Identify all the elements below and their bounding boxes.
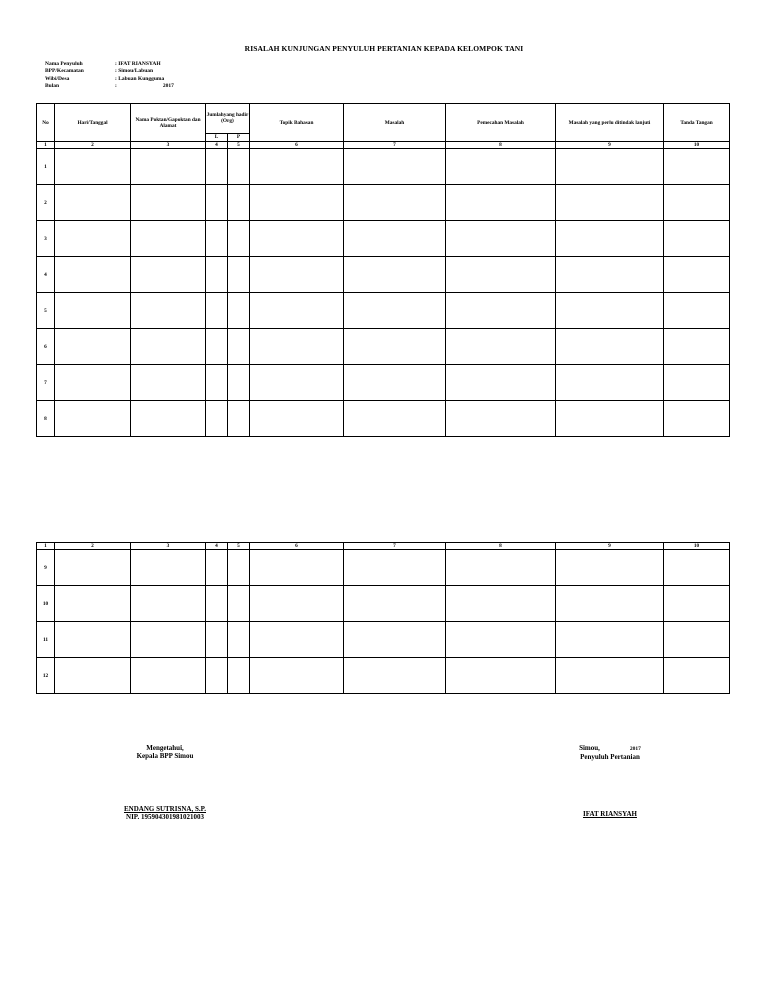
table-cell [556, 401, 664, 437]
table-cell [206, 221, 228, 257]
table-cell [446, 401, 556, 437]
info-block [45, 61, 174, 91]
approver-nip: NIP. 195904301981021003 [126, 813, 204, 821]
table-cell [664, 329, 730, 365]
table-cell [250, 257, 344, 293]
column-number: 8 [446, 142, 556, 149]
author-place: Simou, [579, 744, 600, 752]
column-number: 9 [556, 142, 664, 149]
table-cell [250, 401, 344, 437]
table-cell [344, 550, 446, 586]
row-number: 11 [37, 622, 55, 658]
approver-name: ENDANG SUTRISNA, S.P. [123, 805, 206, 813]
table-cell [556, 586, 664, 622]
info-year: 2017 [162, 83, 174, 90]
author-year: 2017 [629, 746, 641, 752]
header-solution: Pemecahan Masalah [446, 104, 556, 142]
header-signature: Tanda Tangan [664, 104, 730, 142]
table-cell [664, 622, 730, 658]
column-number: 6 [250, 543, 344, 550]
table-row [37, 401, 730, 437]
table-cell [55, 329, 131, 365]
column-number: 4 [206, 543, 228, 550]
table-cell [206, 401, 228, 437]
header-group: Nama Poktan/Gapoktan dan Alamat [131, 104, 206, 142]
table-cell [664, 185, 730, 221]
table-cell [206, 185, 228, 221]
column-number: 5 [228, 142, 250, 149]
info-label: Nama Penyuluh [45, 61, 83, 67]
table-cell [55, 586, 131, 622]
table-cell [664, 658, 730, 694]
column-number: 3 [131, 142, 206, 149]
table-cell [664, 365, 730, 401]
table-cell [55, 221, 131, 257]
row-number: 5 [37, 293, 55, 329]
info-row-bpp [45, 68, 174, 75]
column-number: 3 [131, 543, 206, 550]
table-cell [344, 149, 446, 185]
table-cell [664, 293, 730, 329]
table-cell [131, 622, 206, 658]
table-cell [131, 329, 206, 365]
author-place-line [545, 744, 675, 753]
row-number: 3 [37, 221, 55, 257]
table-cell [250, 658, 344, 694]
table-cell [446, 586, 556, 622]
header-female: P [228, 133, 250, 141]
row-number: 4 [37, 257, 55, 293]
table-row [37, 293, 730, 329]
table-cell [664, 149, 730, 185]
table-cell [206, 329, 228, 365]
table-cell [344, 586, 446, 622]
table-cell [664, 550, 730, 586]
header-date: Hari/Tanggal [55, 104, 131, 142]
table-cell [446, 550, 556, 586]
info-row-penyuluh [45, 61, 174, 68]
column-number-row [37, 142, 730, 149]
column-number: 1 [37, 142, 55, 149]
header-male: L [206, 133, 228, 141]
table-cell [556, 257, 664, 293]
column-number-row [37, 543, 730, 550]
row-number: 1 [37, 149, 55, 185]
column-number: 2 [55, 543, 131, 550]
table-body-page2 [37, 550, 730, 694]
table-cell [664, 221, 730, 257]
header-row [37, 104, 730, 134]
table-cell [55, 622, 131, 658]
table-cell [206, 550, 228, 586]
table-cell [250, 221, 344, 257]
row-number: 2 [37, 185, 55, 221]
row-number: 9 [37, 550, 55, 586]
table-cell [344, 658, 446, 694]
table-cell [344, 329, 446, 365]
table-cell [131, 586, 206, 622]
table-cell [131, 658, 206, 694]
table-cell [228, 293, 250, 329]
table-cell [344, 185, 446, 221]
document-title: RISALAH KUNJUNGAN PENYULUH PERTANIAN KEPADA KELOMPOK TANI [244, 44, 524, 53]
table-cell [55, 149, 131, 185]
column-number: 6 [250, 142, 344, 149]
table-row [37, 185, 730, 221]
table-cell [228, 365, 250, 401]
info-label: Bulan [45, 83, 60, 90]
visit-table-page1 [36, 103, 730, 437]
table-cell [228, 149, 250, 185]
table-cell [131, 149, 206, 185]
table-cell [344, 622, 446, 658]
table-cell [664, 257, 730, 293]
header-followup: Masalah yang perlu ditindak lanjuti [556, 104, 664, 142]
table-cell [131, 257, 206, 293]
table-cell [250, 622, 344, 658]
column-number: 8 [446, 543, 556, 550]
table-cell [250, 293, 344, 329]
table-cell [55, 185, 131, 221]
table-cell [446, 622, 556, 658]
table-cell [131, 365, 206, 401]
table-cell [446, 293, 556, 329]
approval-block [100, 744, 230, 760]
table-cell [131, 293, 206, 329]
table-cell [556, 365, 664, 401]
table-cell [664, 401, 730, 437]
table-cell [206, 622, 228, 658]
approver-name-block [100, 805, 230, 821]
header-attendance: Jumlahyang hadir (Org) [206, 104, 250, 134]
table-row [37, 622, 730, 658]
visit-table-page2 [36, 542, 730, 694]
table-row [37, 221, 730, 257]
table-cell [131, 401, 206, 437]
table-cell [664, 586, 730, 622]
table-cell [206, 658, 228, 694]
approval-line1: Mengetahui, [146, 744, 184, 752]
table-cell [556, 329, 664, 365]
table-cell [131, 550, 206, 586]
info-value: : [115, 83, 117, 90]
table-cell [250, 149, 344, 185]
table-cell [556, 622, 664, 658]
table-cell [131, 185, 206, 221]
table-cell [446, 329, 556, 365]
table-cell [556, 185, 664, 221]
table-cell [344, 365, 446, 401]
author-name: IFAT RIANSYAH [582, 810, 637, 818]
author-line2: Penyuluh Pertanian [580, 753, 640, 761]
header-no: No [37, 104, 55, 142]
table-cell [250, 365, 344, 401]
table-cell [228, 221, 250, 257]
table-cell [446, 149, 556, 185]
table-cell [556, 149, 664, 185]
table-cell [446, 365, 556, 401]
table-cell [446, 221, 556, 257]
row-number: 10 [37, 586, 55, 622]
table-cell [228, 658, 250, 694]
table-cell [344, 293, 446, 329]
table-row [37, 658, 730, 694]
table-cell [55, 658, 131, 694]
info-row-desa [45, 76, 174, 83]
table-cell [556, 221, 664, 257]
table-cell [228, 586, 250, 622]
column-number: 7 [344, 543, 446, 550]
table-cell [228, 401, 250, 437]
table-cell [344, 221, 446, 257]
column-number: 9 [556, 543, 664, 550]
table-cell [556, 658, 664, 694]
table-cell [556, 550, 664, 586]
table-cell [206, 257, 228, 293]
table-cell [446, 185, 556, 221]
column-number: 4 [206, 142, 228, 149]
table-row [37, 149, 730, 185]
table-cell [250, 550, 344, 586]
table-row [37, 586, 730, 622]
table-cell [55, 550, 131, 586]
column-number: 5 [228, 543, 250, 550]
info-value: : Simou/Labuan [115, 68, 154, 75]
table-cell [206, 586, 228, 622]
row-number: 6 [37, 329, 55, 365]
table-cell [131, 221, 206, 257]
table-body-page1 [37, 149, 730, 437]
table-cell [228, 329, 250, 365]
table-cell [55, 257, 131, 293]
table-cell [55, 401, 131, 437]
row-number: 7 [37, 365, 55, 401]
table-cell [55, 293, 131, 329]
column-number: 10 [664, 142, 730, 149]
table-cell [446, 658, 556, 694]
table-cell [556, 293, 664, 329]
table-cell [206, 149, 228, 185]
table-cell [250, 185, 344, 221]
info-label: Wibi/Desa [45, 75, 70, 82]
table-cell [228, 257, 250, 293]
info-row-bulan [45, 83, 174, 90]
table-cell [446, 257, 556, 293]
table-cell [250, 586, 344, 622]
table-row [37, 329, 730, 365]
approval-line2: Kepala BPP Simou [136, 752, 194, 760]
column-number: 1 [37, 543, 55, 550]
table-cell [228, 622, 250, 658]
column-number: 7 [344, 142, 446, 149]
info-label: BPP/Kecamatan [45, 68, 84, 75]
table-cell [55, 365, 131, 401]
table-row [37, 550, 730, 586]
table-cell [206, 365, 228, 401]
info-value: : Labuan Kungguma [115, 75, 165, 82]
row-number: 8 [37, 401, 55, 437]
info-value: : IFAT RIANSYAH [115, 61, 161, 67]
table-cell [206, 293, 228, 329]
table-row [37, 365, 730, 401]
table-cell [228, 185, 250, 221]
table-cell [344, 257, 446, 293]
column-number: 2 [55, 142, 131, 149]
table-cell [344, 401, 446, 437]
table-cell [228, 550, 250, 586]
author-block [545, 744, 675, 761]
column-number: 10 [664, 543, 730, 550]
table-cell [250, 329, 344, 365]
header-problem: Masalah [344, 104, 446, 142]
table-row [37, 257, 730, 293]
row-number: 12 [37, 658, 55, 694]
header-topic: Topik Bahasan [250, 104, 344, 142]
